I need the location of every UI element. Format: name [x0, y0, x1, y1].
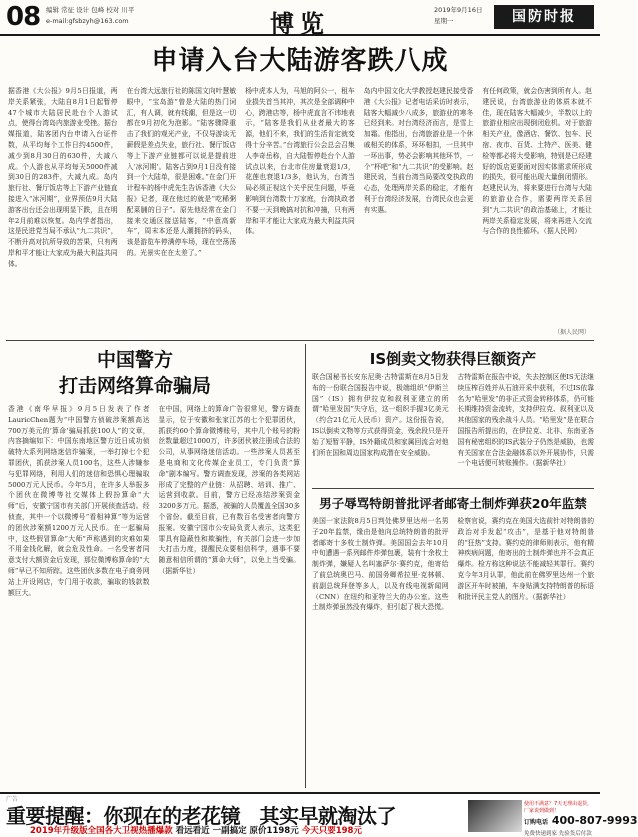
- column-divider: [305, 344, 306, 788]
- story2-headline-line2: 打击网络算命骗局: [58, 375, 211, 397]
- story1-column-5: 有任何政策，就会伤害到所有人。赵建民说，台湾旅游业的体质本就不佳，现在陆客大幅减少，半数以上的旅游业相应出现倒闭危机。对于旅游相关产业，像酒店、餐饮、包车、民宿、夜市、百货、土特产、医美、健检等都必将大受影响，特别是已经建好的饭店更要面对因实体需求所形成的损失，很可能出现大量倒闭情形。赵建民认为，将来要进行台湾与大陆的旅游业合作，需要两岸关系回到“九二共识”的政治基础上，才能让两岸关系稳定发展，将来再进入交流与合作的良性循环。（据人民网）: [482, 87, 592, 236]
- ad-sub-prefix: 2019年升级版全国各大卫视热播爆款: [30, 826, 173, 836]
- story1-column-1: 据香港《大公报》9月5日报道，两岸关系紧张，大陆自8月1日起暂停47个城市大陆居民赴台个人游试点，使得台湾岛内旅游业受挫。据台媒报道，陆客团内台申请入台证件数，从平均每个工作日约4500件，减少到8月30日的630件，大减八成。个人游也从平均每天5000件减到30日的283件，大减九成。岛内旅行社、餐厅饭店等上下游产业链直接进入“冰河期”，业界预估9月大陆游客出台还会出现明显下跌，且在明年2月前难以恢复。岛内学者指出，这是民进党当局不承认“九二共识”，不断升高对抗所导致的苦果，只有两岸和平才能让大家成为最大利益共同体。: [8, 87, 118, 268]
- story1-column-4: 岛内中国文化大学教授赵建民接受香港《大公报》记者电话采访时表示，陆客大幅减少八成多，旅游业的寒冬已经到来。对台湾经济而言，是雪上加霜。他指出，台湾旅游业是一个休戚相关的体系，环环相扣，一旦其中一环出事，势必会影响其他环节，一个“杯吧”和“九二共识”的受影响。赵建民说，当前台湾当局要改变执政的心态，处理两岸关系的稳定，才能有利于台湾经济发展，台湾民众也会更有实惠。: [363, 87, 474, 214]
- story1-column-3: 杨中虎本人为，马旭的阿公一，租车业损失首当其冲，其次是全部调种中心，跨港店等，杨中虎直言不讳地表示，“陆客是我们从业者最大的客源，他们不来，我们的生活肯定就变得十分辛苦。”台湾旅行公会总会召集人李奇岳称，自大陆暂停赴台个人游试点以来，台北市住房量衰退1/3，花莲也衰退1/3多，他认为，台湾当局必须正视这个关乎民生问题，毕竟影响到台湾数十万家庭，台湾执政者不要一天到晚搞对抗和冲撞，只有两岸和平才能让大家成为最大利益共同体。: [245, 87, 355, 236]
- story2-headline-line1: 中国警方: [96, 349, 173, 371]
- story2-headline: [20, 347, 250, 399]
- ad-headline: 重要提醒：你现在的老花镜 其实早就淘汰了: [6, 804, 396, 828]
- page-number: 08: [6, 2, 41, 32]
- story3-body: [312, 372, 594, 482]
- ad-sub-middle: 看远看近 一副搞定 原价1198元: [175, 826, 299, 836]
- story1-headline: 申请入台大陆游客跌八成: [151, 46, 449, 76]
- page-header: [0, 0, 600, 36]
- date-line: 2019年9月16日: [434, 6, 483, 14]
- story4-column-2: 检察官说，赛约克在美国大选前针对特朗普的政治对手发起“攻击”，是基于他对特朗普的“狂热”支持。赛约克的律师则表示，他有精神疾病问题，他寄出的土制炸弹也并不会真正爆炸。检方称这种说法不能减轻其罪行。赛约克今年3月认罪，他此前在佛罗里达州一个旅游区开车时被捕，车身贴满支持特朗普的标语和批评民主党人的图片。（据新华社）: [457, 517, 594, 601]
- story3-column-1: 联合国秘书长安东尼奥·古特雷斯在8月5日发布的一份联合国报告中说，极端组织“伊斯兰国”（IS）拥有伊拉克和叙利亚建立的所谓“哈里发国”失守后，这一组织手握3亿美元（约合21亿元人民币）资产。这份报告说，IS以倒卖文物等方式获得资金，残余段只是开始了短暂平静，IS外籍成员和家属回流会对他们所在国和周边国家构成潜在安全威胁。: [312, 373, 449, 457]
- story1-source: （据人民网）: [553, 329, 590, 336]
- glasses-photo: [468, 800, 522, 832]
- story1-body: [8, 86, 592, 336]
- ad-guarantee: 使用不满意？7天无理由退货，厂家说到做到！: [524, 801, 593, 814]
- story-divider: [6, 340, 594, 341]
- ad-label: 广告: [6, 796, 19, 803]
- issue-date: [434, 5, 482, 27]
- story2-column-1: 香港《南华早报》9月5日发表了作者LauricChen题为“中国警方侦破涉案额高达700万美元的‘算命’骗局抓获100人”的文章，内容摘编如下：中国东南地区警方近日成功侦破特大系列网络迷信诈骗案，一举打掉七个犯罪团伙，抓获涉案人员100名，这些人涉嫌参与犯罪网络，利用人们的迷信和恐惧心理骗取5000万元人民币。今年5月，在许多人举报多个团伙在微博等社交媒体上假扮算命“大师”后，安徽宁国市有关部门开展侦查活动。经侦查，其中一个以微博号“看相神算”等为运营的团伙涉案额1200万元人民币。在一起骗局中，这些假冒算命“大师”声称遇到的灾难如果不用金钱化解，就会危及性命。一名受害者同意支付大额资金后发现，那位微博称算命的“大师”早已不知所踪。这些团伙多数在电子商务网站上开设网店，专门用于收款，骗取的钱款数额巨大。: [8, 405, 150, 597]
- weekday-line: 星期一: [434, 17, 454, 25]
- editor-info: [46, 5, 134, 27]
- story3-column-2: 古特雷斯在报告中说，失去控制区使IS无法继续压榨百姓并从石油开采中获利，不过IS依靠名为“哈里发”的非正式资金转移体系，仍可能长期维持资金流转，支持伊拉克、叙利亚以及其他国家的残余战斗人员。“哈里发”是在联合国报告所提出的，在伊拉克、北非、东南亚各国有秘密组织的IS武装分子仍然是威胁，也需有关国家在合法金融体系以外开展协作，只需一个电话便可转账操作。（据新华社）: [457, 373, 594, 468]
- story1-column-2: 在台湾大远旅行社的陈国文向叶慧敏眼中，“宝岛游”曾是大陆的热门词汇，有人调，就有线潮，但是这一切都在9月初化为泡影。“陆客骤降重击了我们的观光产业，不仅导游谈无薪假是差点失业，旅行社、餐厅饭店等上下游产业链都可以说是提前进入‘冰河期’。陆客占到9月1日没有接到一个大陆单，很是困难。”在金门开计程车的杨中虎先生告诉香港《大公报》记者，现在他过的就是“吃稀粥配菜脯的日子”。原先他经常在金门接来交通区接送陆客，“中意高新车”，周末本还是人潮拥挤的码头，该是游览车停满停车场，现在空荡荡的。光景实在在太差了。”: [126, 87, 237, 257]
- story4-column-1: 美国一家法院8月5日判处佛罗里达州一名男子20年监禁，缘由是他向总统特朗普的批评者邮寄十多枚土制炸弹。美国国会去年10月中旬遭遇一系列邮件炸弹包裹，装有十余枚土制炸弹，嫌疑人名叫塞萨尔·赛约克，他寄给了前总统奥巴马、前国务卿希拉里·克林顿、前副总统拜登等多人，以及有线电视新闻网（CNN）在纽约和亚特兰大的办公室。这些土制炸弹虽然没有爆炸，但引起了极大恐慌。: [312, 517, 449, 612]
- ad-phone-number: [524, 814, 638, 829]
- story-divider: [312, 488, 594, 489]
- ad-phone-digits: 400-807-9993: [551, 814, 638, 827]
- ad-sub-suffix: 今天只要198元: [301, 826, 362, 836]
- editor-line: 编辑 常征 设计 包峰 校对 川平: [46, 6, 135, 14]
- ad-footer: 免费快递到家 先验货后付款: [524, 831, 592, 837]
- ad-order-box: [524, 800, 638, 837]
- story3-headline: IS倒卖文物获得巨额资产: [369, 350, 537, 368]
- section-title: 博览: [270, 9, 330, 38]
- story4-headline: 男子辱骂特朗普批评者邮寄土制炸弹获20年监禁: [319, 496, 587, 511]
- email-line: e-mail:gfsbzyh@163.com: [46, 17, 129, 25]
- story2-column-2: 在中国，网络上的算命广告很常见，警方调查显示，位于安徽和张家江苏的七个犯罪团伙，抓获约60个算命微博账号，其中几个账号的粉丝数量超过1000万，许多团伙被注册成合法的公司，从事网络迷信活动。一些涉案人员甚至是电商和文化传媒企业员工，专门负责“算命”剧本编写。警方调查发现，涉案的各类网站形成了完整的产业链：从招聘、培训、推广、运营到收款。目前，警方已经冻结涉案资金3200多万元。据悉，被骗的人员覆盖全国30多个省份。截至目前，已有数百名受害者向警方报案。安徽宁国市公安局负责人表示，这类犯罪具有隐蔽性和欺骗性，有关部门会进一步加大打击力度，提醒民众要相信科学，遇事不要随意相信所谓的“算命大师”，以免上当受骗。（据新华社）: [158, 405, 300, 575]
- ad-subline: [30, 824, 362, 836]
- story4-body: [312, 516, 594, 786]
- newspaper-logo: 国防时报: [494, 5, 594, 29]
- story2-body: [8, 404, 300, 788]
- ad-order-label: 订购电话: [524, 819, 549, 826]
